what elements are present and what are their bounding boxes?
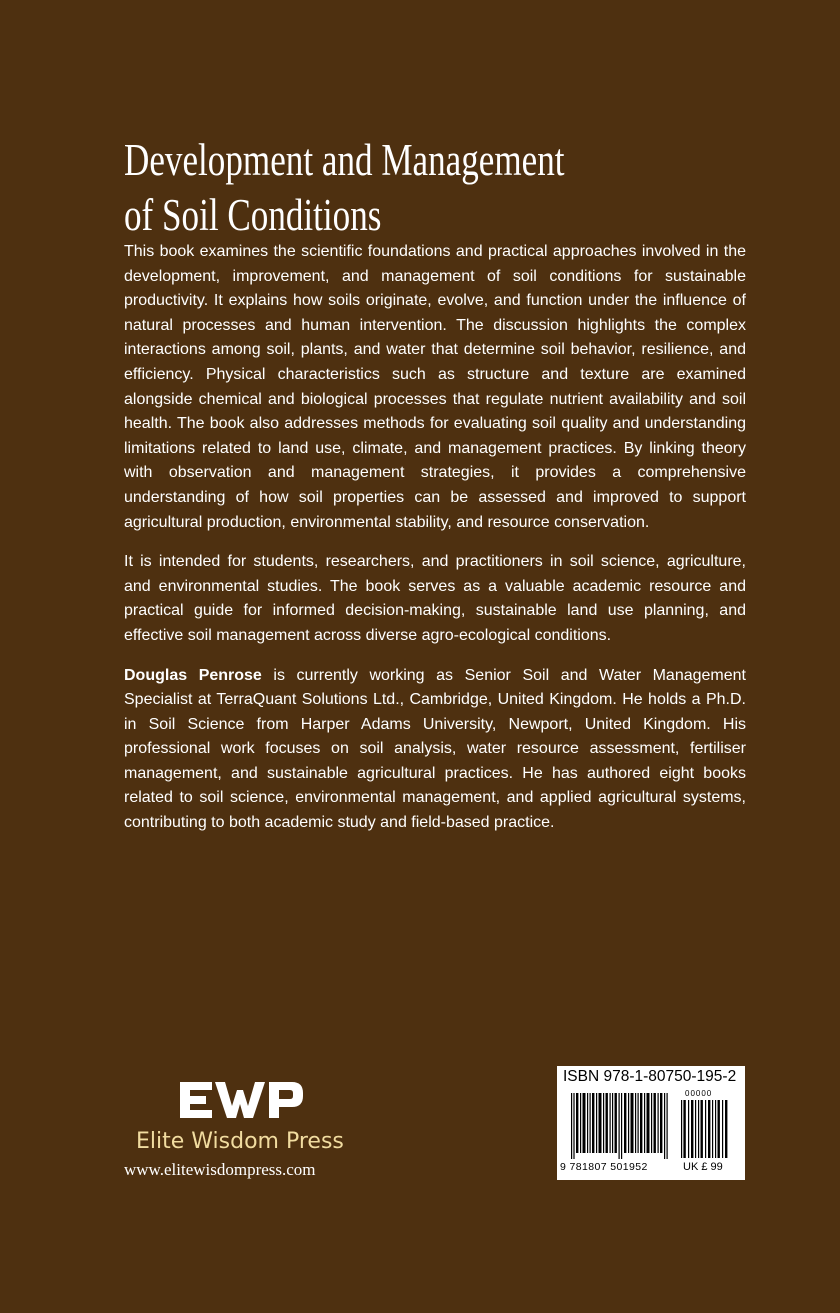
- blurb: [124, 240, 746, 851]
- book-title: [124, 133, 623, 243]
- book-title-line-1: Development and Management: [124, 135, 565, 185]
- author-paragraph: [124, 664, 746, 836]
- ewp-logo: [180, 1080, 304, 1122]
- addon-bars: [681, 1100, 729, 1158]
- blurb-paragraph-1: This book examines the scientific foundations and practical approaches involved in the development, improvement, and management of soil conditions for sustainable productivity. It explains how soils originate, evolve, and function under the influence of natural processes and human intervention. The discussion highlights the complex interactions among soil, plants, and water that determine soil behavior, resilience, and efficiency. Physical characteristics such as structure and texture are examined alongside chemical and biological processes that regulate nutrient availability and soil health. The book also addresses methods for evaluating soil quality and understanding limitations related to land use, climate, and management practices. By linking theory with observation and management strategies, it provides a comprehensive understanding of how soil properties can be assessed and improved to support agricultural production, environmental stability, and resource conservation.: [124, 243, 746, 531]
- isbn-number: ISBN 978-1-80750-195-2: [563, 1068, 737, 1085]
- ean-bars: [571, 1093, 671, 1159]
- publisher-name: Elite Wisdom Press: [136, 1129, 344, 1154]
- publisher-url: www.elitewisdompress.com: [124, 1160, 316, 1179]
- blurb-paragraph-2: It is intended for students, researchers, and practitioners in soil science, agriculture, and environmental studies. The book serves as a valuable academic resource and practical guide for informed decision-making, sustainable land use planning, and effective soil management across diverse agro-ecological conditions.: [124, 553, 746, 644]
- book-title-line-2: of Soil Conditions: [124, 190, 382, 240]
- price-label: UK £ 99: [683, 1161, 723, 1173]
- author-bio: is currently working as Senior Soil and Water Management Specialist at TerraQuant Solutions Ltd., Cambridge, United Kingdom. He holds a Ph.D. in Soil Science from Harper Adams University, Newport, United Kingdom. His professional work focuses on soil analysis, water resource assessment, fertiliser management, and sustainable agricultural practices. He has authored eight books related to soil science, environmental management, and applied agricultural systems, contributing to both academic study and field-based practice.: [124, 666, 746, 832]
- ean-digits: 9 781807 501952: [560, 1161, 648, 1173]
- isbn-barcode: [557, 1066, 745, 1180]
- addon-digits: 00000: [685, 1089, 713, 1098]
- author-name: Douglas Penrose: [124, 666, 262, 684]
